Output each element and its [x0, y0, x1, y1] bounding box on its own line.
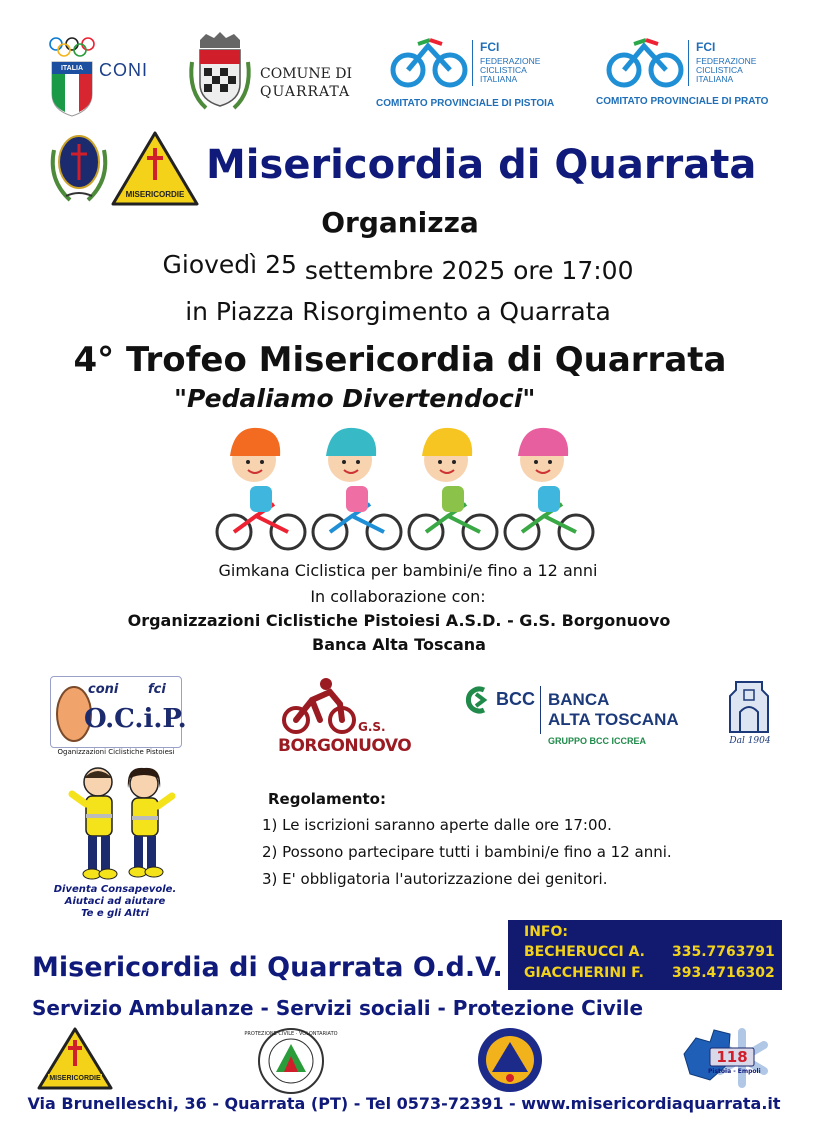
italia-flag-text: ITALIA — [60, 65, 84, 72]
org-name: Misericordia di Quarrata O.d.V. — [32, 952, 503, 983]
tower-icon — [726, 676, 772, 734]
borgonuovo-name: BORGONUOVO — [278, 736, 412, 756]
mascot-caption-line: Te e gli Altri — [81, 908, 149, 919]
comune-line1: COMUNE DI — [260, 66, 352, 82]
info-contact-phone: 335.7763791 — [672, 944, 775, 960]
comune-quarrata-logo — [186, 32, 356, 118]
coni-label: CONI — [99, 60, 148, 80]
bcc-mark-icon — [462, 686, 494, 714]
fci-prato-logo — [592, 36, 782, 116]
info-label: INFO: — [524, 924, 568, 940]
mascot-caption-line: Diventa Consapevole. — [53, 884, 177, 895]
protezione-civile-emblem-icon — [476, 1026, 544, 1094]
kids-on-bikes-illustration — [212, 420, 592, 552]
event-date-day: Giovedì 25 — [162, 250, 297, 279]
kid-bike-3 — [409, 428, 497, 549]
misericordie-badge — [110, 130, 200, 208]
ocip-logo — [50, 676, 187, 760]
fci-sub-3: ITALIANA — [696, 74, 734, 84]
event-date-rest: settembre 2025 ore 17:00 — [304, 256, 634, 285]
page-title: Misericordia di Quarrata — [206, 142, 757, 188]
borgonuovo-logo — [276, 676, 412, 758]
fci-pistoia-logo — [374, 36, 564, 116]
emergency-118-sub: Pistoia - Empoli — [708, 1068, 761, 1075]
borgonuovo-gs: G.S. — [358, 720, 386, 734]
bcc-logo — [462, 684, 702, 754]
organizza-text: Organizza — [321, 206, 479, 239]
volunteer-mascots-illustration — [66, 764, 176, 882]
misericordia-crest-icon — [48, 130, 110, 206]
bcc-tower-logo — [726, 676, 774, 750]
misericordie-badge-label: MISERICORDIE — [125, 190, 185, 199]
bcc-line3: GRUPPO BCC ICCREA — [548, 736, 647, 746]
event-title: 4° Trofeo Misericordia di Quarrata — [73, 340, 727, 380]
rule-item: 3) E' obbligatoria l'autorizzazione dei genitori. — [262, 870, 608, 888]
misericordie-triangle-icon — [36, 1026, 114, 1092]
cyclist-silhouette-icon — [280, 676, 360, 734]
event-date — [0, 250, 796, 285]
ocip-coni: coni — [88, 682, 119, 697]
mascot-caption — [40, 884, 190, 920]
emergency-118-logo — [680, 1024, 770, 1092]
collab-org: Organizzazioni Ciclistiche Pistoiesi A.S.D. - G.S. Borgonuovo — [127, 611, 671, 630]
kid-bike-2 — [313, 428, 401, 549]
services-line: Servizio Ambulanze - Servizi sociali - Protezione Civile — [32, 996, 644, 1020]
bcc-line2: ALTA TOSCANA — [548, 710, 679, 729]
fci-committee-prato: COMITATO PROVINCIALE DI PRATO — [596, 96, 769, 107]
footer-address: Via Brunelleschi, 36 - Quarrata (PT) - Tel 0573-72391 - www.misericordiaquarrata.it — [27, 1094, 781, 1113]
misericordia-crest — [48, 130, 110, 206]
event-location: in Piazza Risorgimento a Quarrata — [185, 297, 611, 326]
fci-bicycle-icon — [390, 38, 468, 90]
event-subtitle: "Pedaliamo Divertendoci" — [174, 384, 536, 413]
info-contact-name: BECHERUCCI A. — [524, 944, 645, 960]
footer-misericordie-logo — [36, 1026, 114, 1092]
coni-logo — [46, 36, 156, 120]
rule-item: 1) Le iscrizioni saranno aperte dalle ore 17:00. — [262, 816, 612, 834]
fci-sub-1: FEDERAZIONE — [696, 56, 757, 66]
fci-sub-3: ITALIANA — [480, 74, 518, 84]
kid-bike-1 — [217, 428, 305, 549]
collab-label: In collaborazione con: — [310, 587, 486, 606]
olympic-rings-icon — [48, 36, 96, 58]
info-contact-phone: 393.4716302 — [672, 965, 775, 981]
bcc-since: Dal 1904 — [729, 736, 771, 746]
bcc-line1: BANCA — [548, 690, 610, 709]
fci-label: FCI — [696, 40, 716, 54]
fci-label: FCI — [480, 40, 500, 54]
ocip-main: O.C.i.P. — [84, 704, 187, 734]
fci-bicycle-icon — [606, 38, 684, 90]
info-box — [508, 920, 782, 990]
fci-committee-pistoia: COMITATO PROVINCIALE DI PISTOIA — [376, 98, 555, 109]
gimkana-text: Gimkana Ciclistica per bambini/e fino a 12 anni — [218, 561, 598, 580]
bcc-label: BCC — [496, 689, 535, 709]
protezione-civile-volontariato-icon — [244, 1026, 338, 1096]
collab-bank: Banca Alta Toscana — [312, 635, 486, 654]
comune-line2: QUARRATA — [260, 84, 351, 100]
comune-crest-icon — [186, 32, 254, 116]
rule-item: 2) Possono partecipare tutti i bambini/e fino a 12 anni. — [262, 843, 672, 861]
kid-bike-4 — [505, 428, 593, 549]
footer-misericordie-label: MISERICORDIE — [49, 1075, 101, 1082]
info-contact-name: GIACCHERINI F. — [524, 965, 644, 981]
regolamento-heading: Regolamento: — [268, 790, 386, 808]
emergency-118-number: 118 — [716, 1048, 748, 1066]
mascot-caption-line: Aiutaci ad aiutare — [64, 896, 166, 907]
ocip-fci: fci — [148, 682, 166, 697]
protezione-civile-ring-text: PROTEZIONE CIVILE · VOLONTARIATO — [244, 1031, 338, 1037]
ocip-caption: Oganizzazioni Ciclistiche Pistoiesi — [57, 748, 175, 756]
fci-sub-2: CICLISTICA — [696, 65, 743, 75]
fci-sub-1: FEDERAZIONE — [480, 56, 541, 66]
fci-sub-2: CICLISTICA — [480, 65, 527, 75]
